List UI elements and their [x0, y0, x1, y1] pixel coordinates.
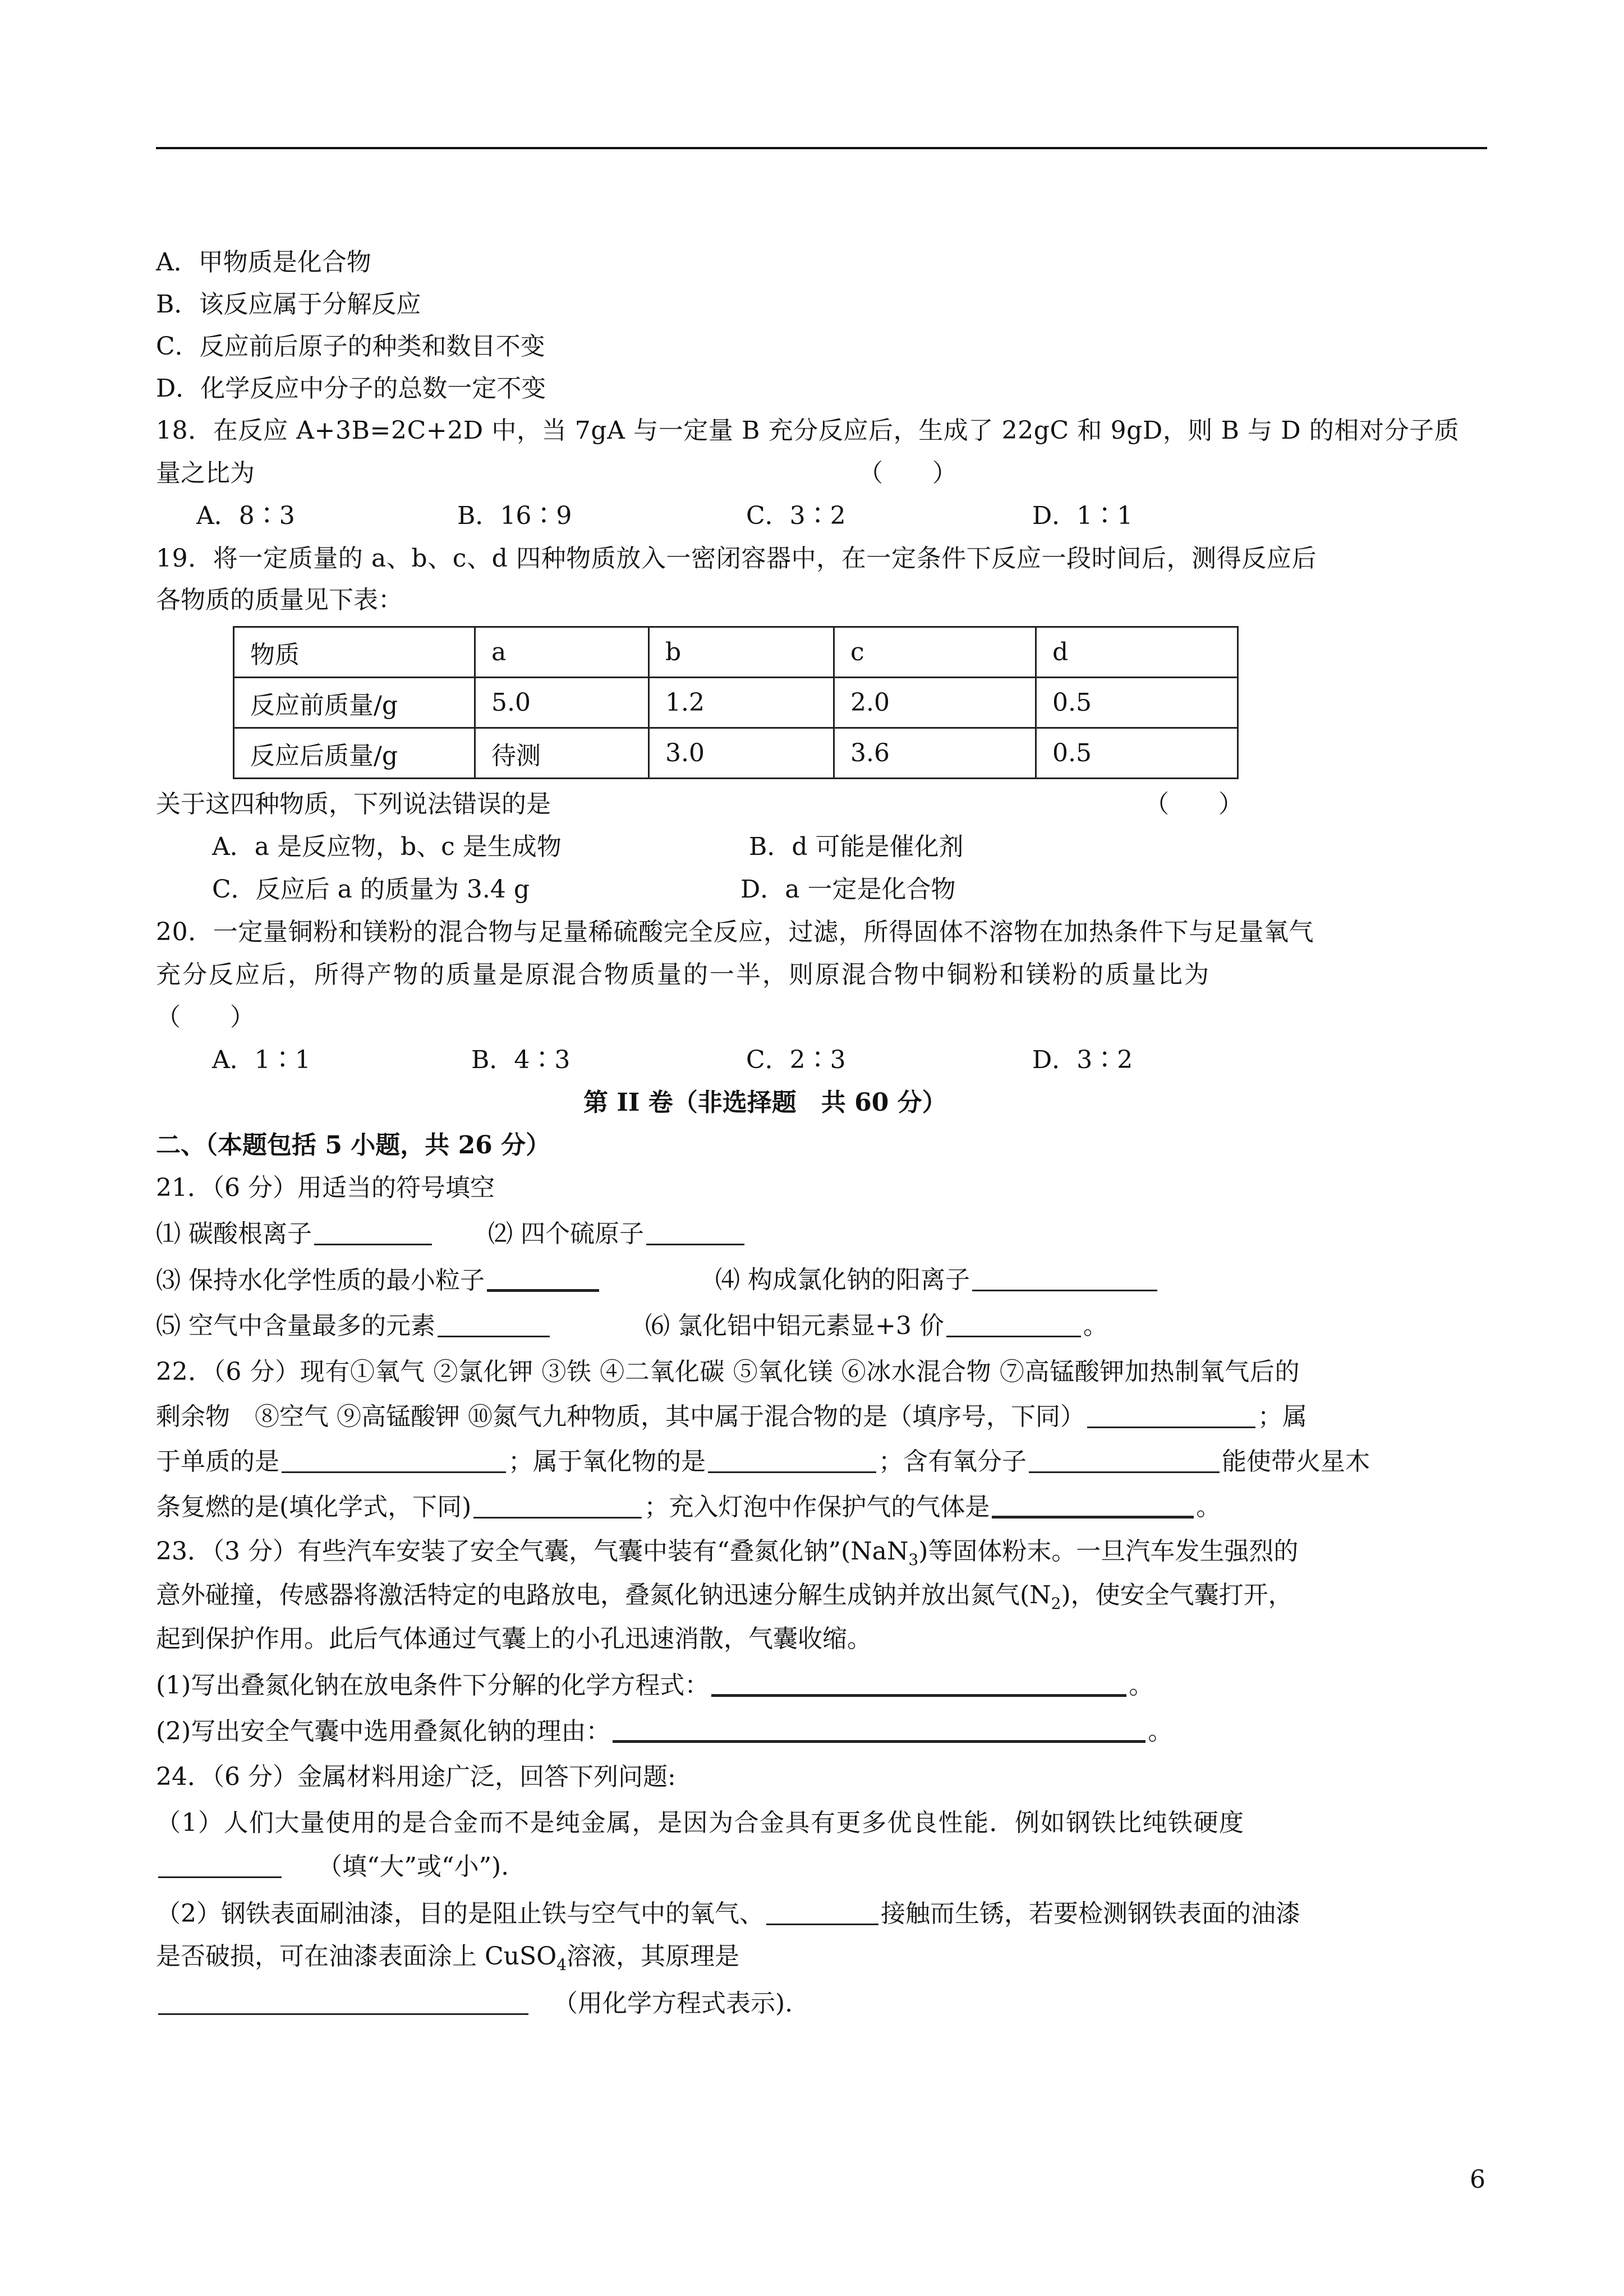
table-row [234, 627, 1238, 678]
q20-option-b: B．4∶3 [471, 1046, 571, 1074]
q17-option-c: C．反应前后原子的种类和数目不变 [156, 332, 545, 361]
q21-item-5 [156, 1314, 552, 1338]
page-number: 6 [1470, 2165, 1485, 2194]
table-cell: 0.5 [1036, 678, 1238, 728]
table-cell: 2.0 [834, 678, 1036, 728]
q23-subquestion-2 [156, 1719, 1172, 1744]
q21-item-3-text: ⑶ 保持水化学性质的最小粒子 [156, 1266, 485, 1295]
q22-line4-part2: ；充入灯泡中作保护气的气体是 [644, 1493, 990, 1521]
table-cell: 3.0 [649, 728, 834, 779]
q19-answer-paren: （ ） [1144, 790, 1243, 818]
q23-sub1-text: (1)写出叠氮化钠在放电条件下分解的化学方程式： [156, 1671, 710, 1700]
q23-sub1-end: 。 [1129, 1671, 1154, 1700]
table-cell: b [649, 627, 834, 678]
q24-contact-blank[interactable] [766, 1902, 878, 1925]
table-row [234, 728, 1238, 779]
q24-part2-sub: 4 [556, 1955, 567, 1974]
q23-stem-line1 [156, 1539, 1298, 1568]
q23-sub2-text: (2)写出安全气囊中选用叠氮化钠的理由： [156, 1717, 611, 1746]
q24-part2-text: （2）钢铁表面刷油漆，目的是阻止铁与空气中的氧气、 [156, 1899, 764, 1928]
q18-option-a: A．8∶3 [196, 501, 295, 530]
q21-end-mark: 。 [1083, 1312, 1108, 1340]
q19-stem-line1: 19．将一定质量的 a、b、c、d 四种物质放入一密闭容器中，在一定条件下反应一段时间后，测得反应后 [156, 544, 1317, 573]
q21-item-2 [488, 1222, 747, 1246]
q20-option-a: A．1∶1 [212, 1046, 311, 1074]
q24-part1-line1: （1）人们大量使用的是合金而不是纯金属，是因为合金具有更多优良性能．例如钢铁比纯铁硬度 [156, 1809, 1245, 1837]
q23-line2-sub: 2 [1051, 1594, 1061, 1613]
q22-stem-line3 [156, 1447, 1370, 1476]
q22-formula-blank[interactable] [473, 1496, 642, 1519]
q21-answer-3-blank[interactable] [487, 1268, 599, 1292]
q19-option-d: D．a 一定是化合物 [740, 875, 956, 904]
q21-answer-6-blank[interactable] [946, 1314, 1081, 1337]
table-cell: a [475, 627, 649, 678]
q23-stem-line3: 起到保护作用。此后气体通过气囊上的小孔迅速消散，气囊收缩。 [156, 1625, 872, 1653]
q18-stem-line2: 量之比为 [156, 459, 255, 487]
q21-item-6-text: ⑹ 氯化铝中铝元素显+3 价 [645, 1312, 944, 1340]
q23-reason-blank[interactable] [613, 1719, 1145, 1743]
q18-option-d: D．1∶1 [1032, 501, 1133, 530]
q23-subquestion-1 [156, 1673, 1153, 1698]
q19-option-b: B．d 可能是催化剂 [749, 832, 964, 861]
q23-stem-line2 [156, 1583, 1293, 1612]
q17-option-a: A．甲物质是化合物 [156, 248, 371, 277]
q22-line3-part4: 能使带火星木 [1222, 1447, 1370, 1476]
q23-line1-tail: )等固体粉末。一旦汽车发生强烈的 [918, 1537, 1299, 1566]
q19-option-a: A．a 是反应物，b、c 是生成物 [212, 832, 562, 861]
q23-line1-sub: 3 [908, 1550, 919, 1569]
q17-option-b: B．该反应属于分解反应 [156, 290, 421, 319]
q21-item-2-text: ⑵ 四个硫原子 [488, 1220, 644, 1248]
q24-equation-blank[interactable] [158, 1992, 528, 2015]
q22-protective-gas-blank[interactable] [992, 1494, 1194, 1519]
table-cell: 0.5 [1036, 728, 1238, 779]
q24-part2-line3 [156, 1991, 793, 2016]
q19-stem-line2: 各物质的质量见下表： [156, 586, 403, 614]
q23-sub2-end: 。 [1148, 1717, 1173, 1746]
q18-stem-line1: 18．在反应 A+3B=2C+2D 中，当 7gA 与一定量 B 充分反应后，生成了 22gC 和 9gD，则 B 与 D 的相对分子质 [156, 416, 1460, 445]
q21-item-1 [156, 1222, 434, 1246]
q20-stem-line2: 充分反应后，所得产物的质量是原混合物质量的一半，则原混合物中铜粉和镁粉的质量比为 [156, 960, 1211, 989]
q22-mixture-blank[interactable] [1087, 1405, 1255, 1428]
q18-option-b: B．16∶9 [457, 501, 572, 530]
q21-answer-2-blank[interactable] [646, 1222, 744, 1245]
table-cell: 待测 [475, 728, 649, 779]
q21-item-5-text: ⑸ 空气中含量最多的元素 [156, 1312, 435, 1340]
q21-title: 21．（6 分）用适当的符号填空 [156, 1174, 495, 1202]
q23-line2-tail: )，使安全气囊打开， [1061, 1581, 1293, 1609]
table-cell: 物质 [234, 627, 475, 678]
q20-answer-paren: （ ） [156, 1003, 255, 1032]
q24-hardness-hint: （填“大”或“小”). [318, 1852, 509, 1881]
q24-part2-tail: 接触而生锈，若要检测钢铁表面的油漆 [881, 1899, 1300, 1928]
q22-oxide-blank[interactable] [708, 1450, 876, 1473]
q22-line2-text: 剩余物 ⑧空气 ⑨高锰酸钾 ⑩氮气九种物质，其中属于混合物的是（填序号，下同） [156, 1402, 1085, 1431]
q24-equation-hint: （用化学方程式表示). [553, 1989, 793, 2018]
table-cell: 5.0 [475, 678, 649, 728]
table-cell: 反应前质量/g [234, 678, 475, 728]
q23-line1-text: 23．（3 分）有些汽车安装了安全气囊，气囊中装有“叠氮化钠”(NaN [156, 1537, 909, 1566]
q22-line3-part1: 于单质的是 [156, 1447, 279, 1476]
q24-part2-line1 [156, 1899, 1300, 1928]
q20-option-c: C．2∶3 [746, 1046, 846, 1074]
section-2-title: 第 II 卷（非选择题 共 60 分） [583, 1088, 947, 1117]
q21-answer-4-blank[interactable] [972, 1268, 1157, 1291]
q21-item-1-text: ⑴ 碳酸根离子 [156, 1220, 312, 1248]
part-2-header: 二、（本题包括 5 小题，共 26 分） [156, 1131, 551, 1159]
q21-item-4-text: ⑷ 构成氯化钠的阳离子 [715, 1266, 970, 1294]
q24-part2-line2 [156, 1944, 739, 1973]
q17-option-d: D．化学反应中分子的总数一定不变 [156, 374, 546, 403]
q21-item-4 [715, 1268, 1160, 1292]
table-cell: 3.6 [834, 728, 1036, 779]
q22-line3-part3: ；含有氧分子 [878, 1447, 1027, 1476]
q20-option-d: D．3∶2 [1032, 1046, 1133, 1074]
q24-hardness-blank[interactable] [158, 1855, 282, 1878]
q22-stem-line1: 22．（6 分）现有①氧气 ②氯化钾 ③铁 ④二氧化碳 ⑤氧化镁 ⑥冰水混合物 ⑦高锰酸钾加热制氧气后的 [156, 1358, 1300, 1386]
q20-stem-line1: 20．一定量铜粉和镁粉的混合物与足量稀硫酸完全反应，过滤，所得固体不溶物在加热条件下与足量氧气 [156, 918, 1314, 946]
q22-element-blank[interactable] [282, 1450, 506, 1473]
q21-answer-1-blank[interactable] [314, 1222, 432, 1245]
table-row [234, 678, 1238, 728]
table-cell: 反应后质量/g [234, 728, 475, 779]
q18-answer-paren: （ ） [858, 459, 957, 487]
q23-line2-text: 意外碰撞，传感器将激活特定的电路放电，叠氮化钠迅速分解生成钠并放出氮气(N [156, 1581, 1051, 1609]
q23-equation-blank[interactable] [711, 1673, 1126, 1697]
q22-oxygen-molecule-blank[interactable] [1029, 1450, 1220, 1473]
q21-item-3 [156, 1268, 601, 1293]
q24-part2-line2-text: 是否破损，可在油漆表面涂上 CuSO [156, 1942, 557, 1971]
q22-stem-line2 [156, 1402, 1307, 1431]
q24-title: 24．（6 分）金属材料用途广泛，回答下列问题: [156, 1763, 676, 1791]
q19-option-c: C．反应后 a 的质量为 3.4 g [212, 875, 530, 904]
q22-line2-tail: ；属 [1257, 1402, 1307, 1431]
q22-stem-line4 [156, 1494, 1221, 1520]
q22-line3-part2: ；属于氧化物的是 [508, 1447, 706, 1476]
table-cell: c [834, 627, 1036, 678]
q21-item-6 [645, 1314, 1108, 1338]
table-cell: d [1036, 627, 1238, 678]
q18-option-c: C．3∶2 [746, 501, 846, 530]
header-rule [156, 147, 1487, 149]
q24-part1-line2 [156, 1852, 509, 1881]
q19-mass-table [233, 626, 1239, 779]
table-cell: 1.2 [649, 678, 834, 728]
q21-answer-5-blank[interactable] [438, 1314, 550, 1337]
q22-line4-part1: 条复燃的是(填化学式，下同) [156, 1493, 472, 1521]
q24-part2-line2-tail: 溶液，其原理是 [567, 1942, 740, 1971]
q22-line4-end: 。 [1196, 1493, 1221, 1521]
q19-question: 关于这四种物质，下列说法错误的是 [156, 790, 551, 818]
